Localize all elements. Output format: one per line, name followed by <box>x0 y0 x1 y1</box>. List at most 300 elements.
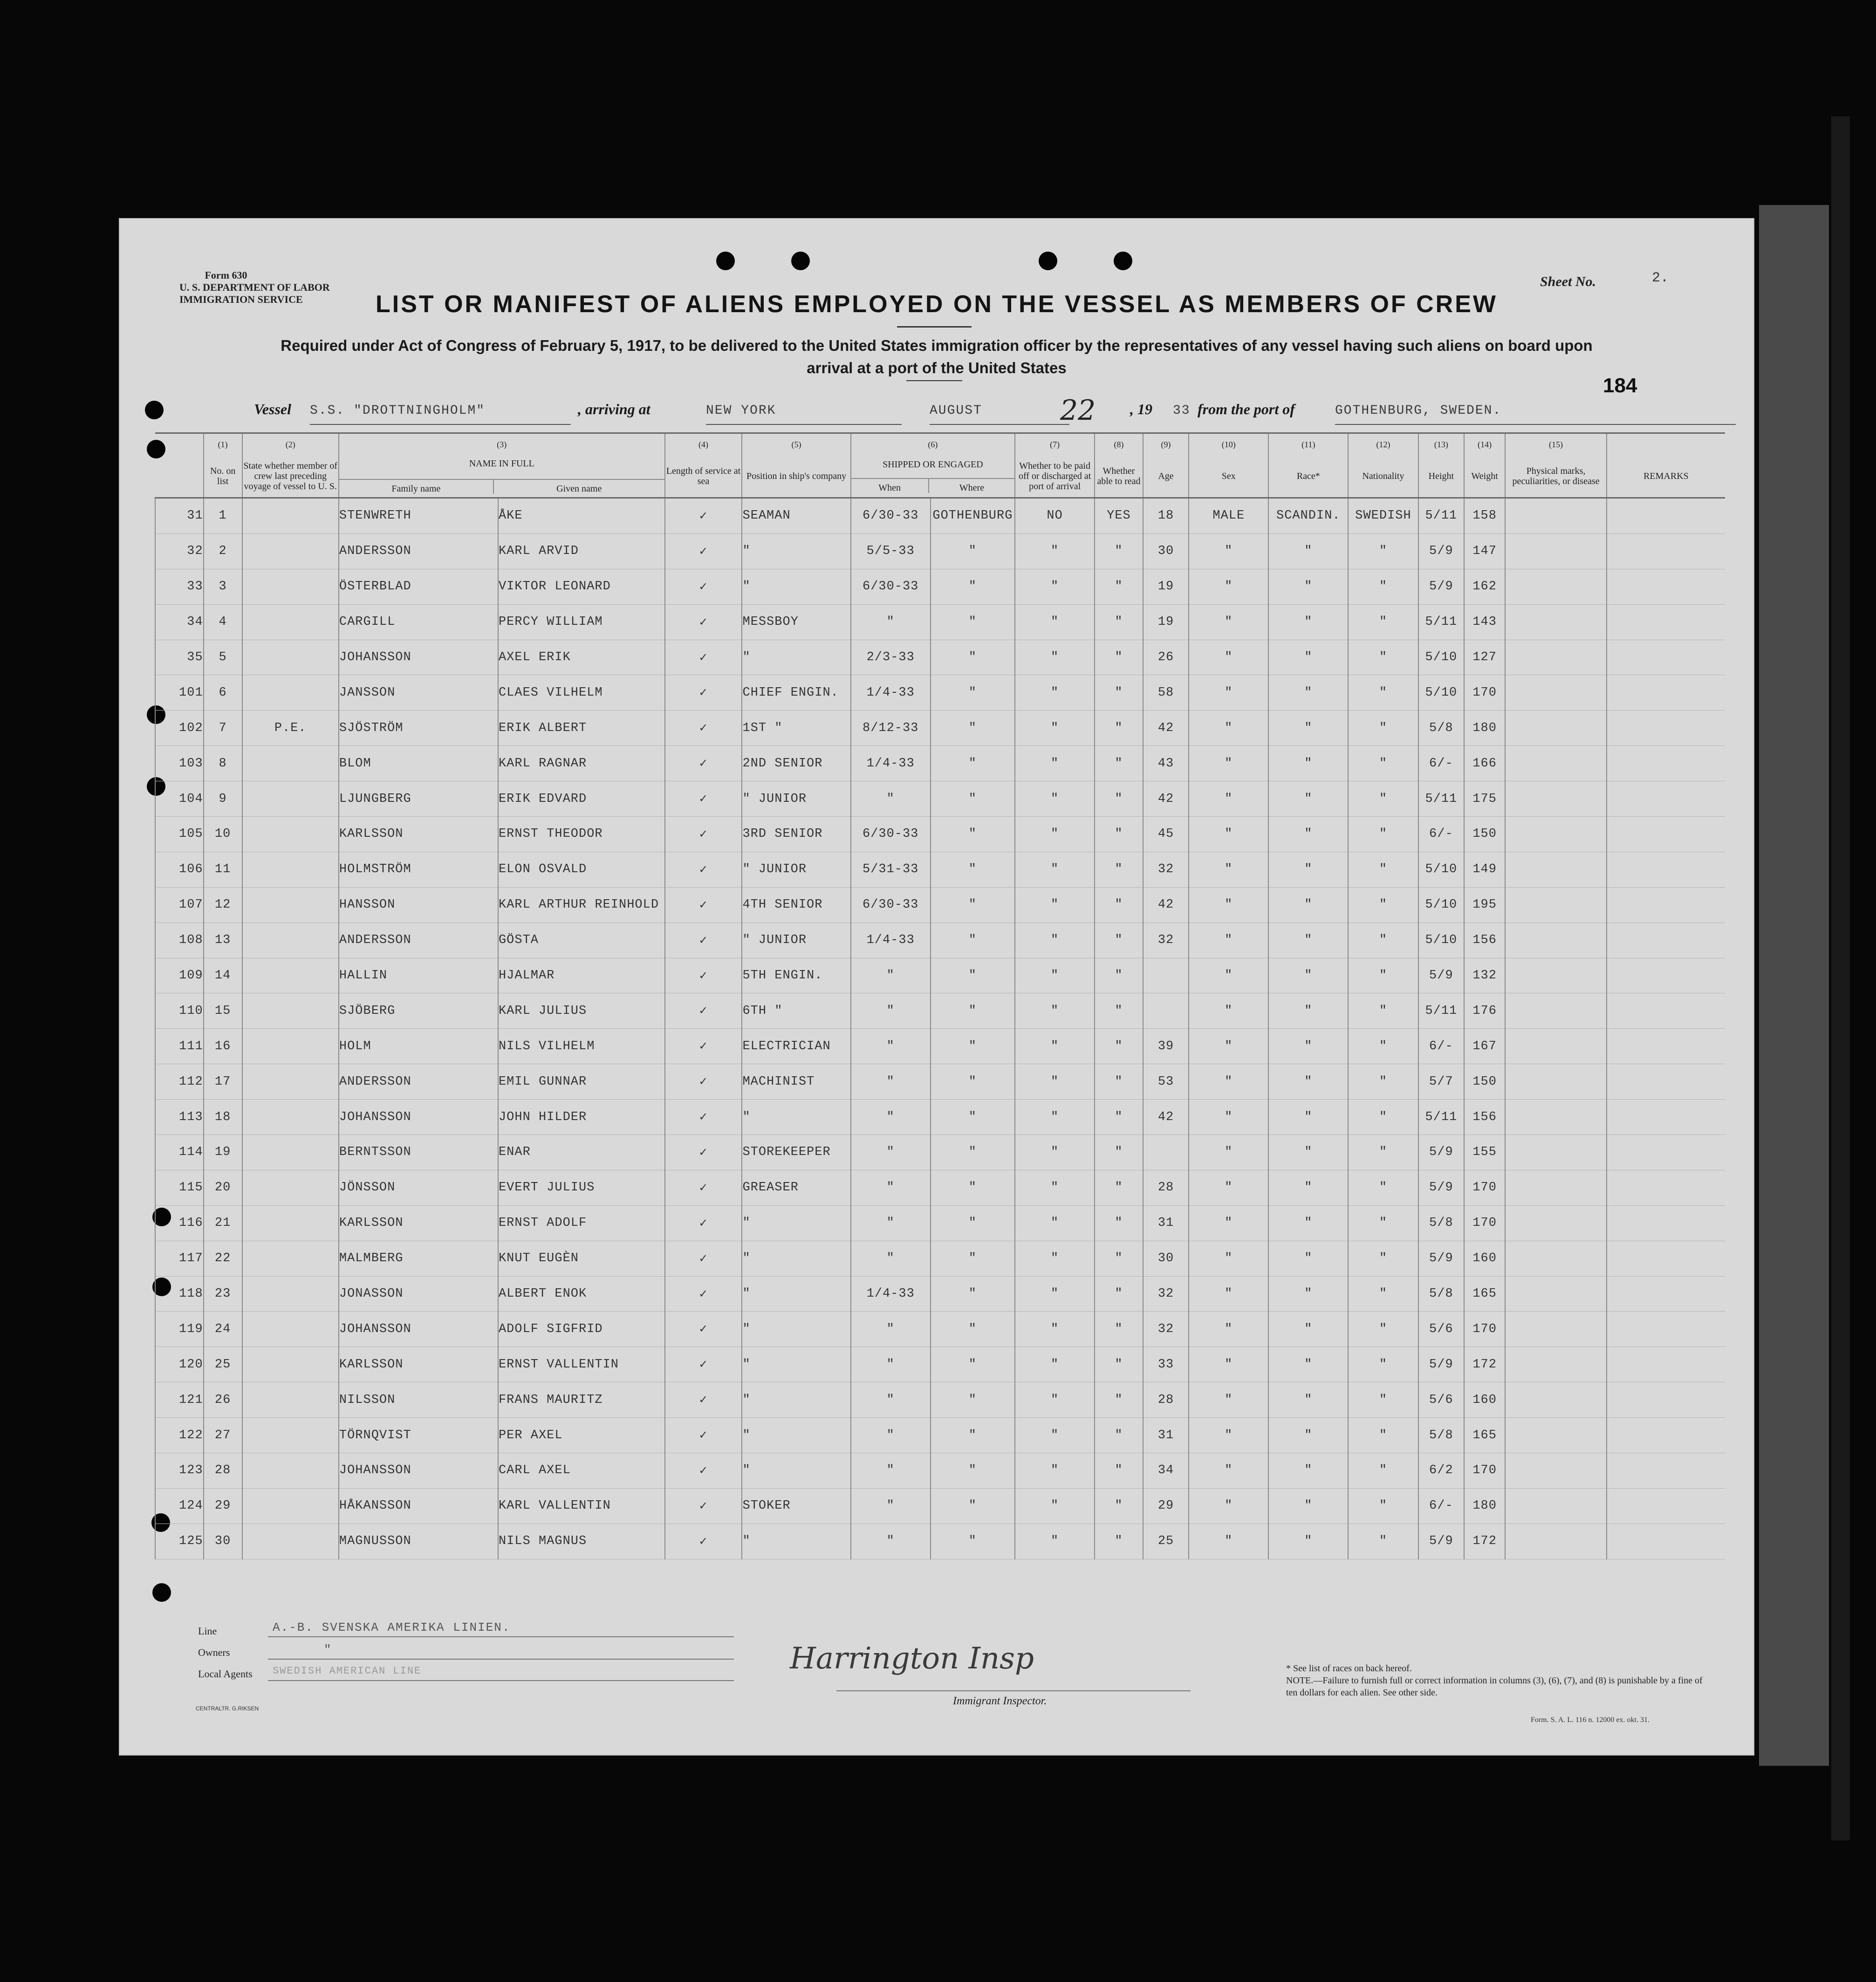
previous-voyage-cell <box>242 852 339 887</box>
sex-cell: " <box>1189 1382 1268 1418</box>
shipped-when-cell: 1/4-33 <box>851 675 931 711</box>
position-cell: GREASER <box>742 1170 850 1205</box>
line-number-cell: 104 <box>155 781 204 817</box>
table-row <box>155 675 1725 711</box>
shipped-where-cell: " <box>931 711 1015 746</box>
line-number-cell: 109 <box>155 958 204 993</box>
remarks-cell <box>1607 1276 1725 1312</box>
column-number-row <box>155 433 1725 456</box>
height-cell: 5/9 <box>1418 1241 1464 1276</box>
height-cell: 5/11 <box>1418 1100 1464 1135</box>
position-cell: 3RD SENIOR <box>742 817 850 852</box>
document-title: LIST OR MANIFEST OF ALIENS EMPLOYED ON THE VESSEL AS MEMBERS OF CREW <box>376 291 1498 318</box>
given-name-cell: ÅKE <box>498 498 665 534</box>
age-cell <box>1143 1135 1189 1170</box>
given-name-cell: ADOLF SIGFRID <box>498 1312 665 1347</box>
service-check-cell: ✓ <box>665 781 742 817</box>
weight-cell: 170 <box>1464 1312 1505 1347</box>
col-previous-voyage-header: State whether member of crew last preceding voyage of vessel to U. S. <box>242 455 339 498</box>
nationality-cell: " <box>1348 604 1418 640</box>
shipped-where-cell: " <box>931 1312 1015 1347</box>
family-name-cell: JONASSON <box>339 1276 498 1312</box>
vessel-name: S.S. "DROTTNINGHOLM" <box>310 403 571 425</box>
weight-cell: 150 <box>1464 817 1505 852</box>
given-name-cell: ERNST VALLENTIN <box>498 1347 665 1382</box>
sex-cell: " <box>1189 1524 1268 1559</box>
position-cell: " <box>742 1205 850 1241</box>
sex-cell: " <box>1189 1135 1268 1170</box>
list-number-cell: 29 <box>204 1488 242 1524</box>
weight-cell: 147 <box>1464 533 1505 569</box>
shipped-where-cell: " <box>931 1170 1015 1205</box>
list-number-cell: 9 <box>204 781 242 817</box>
weight-cell: 180 <box>1464 711 1505 746</box>
sex-cell: " <box>1189 746 1268 781</box>
remarks-cell <box>1607 711 1725 746</box>
table-row <box>155 746 1725 781</box>
paid-off-cell: " <box>1015 1135 1095 1170</box>
list-number-cell: 16 <box>204 1029 242 1064</box>
line-number-cell: 114 <box>155 1135 204 1170</box>
given-name-cell: FRANS MAURITZ <box>498 1382 665 1418</box>
given-name-cell: ERIK EDVARD <box>498 781 665 817</box>
shipped-where-cell: " <box>931 1064 1015 1100</box>
paid-off-cell: " <box>1015 1382 1095 1418</box>
given-name-cell: NILS VILHELM <box>498 1029 665 1064</box>
age-cell: 30 <box>1143 533 1189 569</box>
line-number-cell: 34 <box>155 604 204 640</box>
race-cell: " <box>1268 569 1348 604</box>
race-cell: SCANDIN. <box>1268 498 1348 534</box>
races-note: * See list of races on back hereof. <box>1286 1663 1412 1674</box>
list-number-cell: 21 <box>204 1205 242 1241</box>
nationality-cell: " <box>1348 746 1418 781</box>
sex-cell: " <box>1189 1312 1268 1347</box>
given-name-cell: CLAES VILHELM <box>498 675 665 711</box>
position-cell: " <box>742 569 850 604</box>
previous-voyage-cell <box>242 746 339 781</box>
arrival-year: 33 <box>1173 403 1191 418</box>
race-cell: " <box>1268 1453 1348 1489</box>
weight-cell: 162 <box>1464 569 1505 604</box>
service-check-cell: ✓ <box>665 1170 742 1205</box>
list-number-cell: 28 <box>204 1453 242 1489</box>
sex-cell: " <box>1189 711 1268 746</box>
given-name-cell: KARL VALLENTIN <box>498 1488 665 1524</box>
physical-marks-cell <box>1505 1453 1607 1489</box>
previous-voyage-cell <box>242 817 339 852</box>
position-cell: ELECTRICIAN <box>742 1029 850 1064</box>
nationality-cell: " <box>1348 1347 1418 1382</box>
shipped-where-cell: " <box>931 1453 1015 1489</box>
given-name-cell: KNUT EUGÈN <box>498 1241 665 1276</box>
col-15-number: (15) <box>1505 433 1607 456</box>
shipped-where-cell: " <box>931 781 1015 817</box>
col-3-number: (3) <box>339 433 665 456</box>
paid-off-cell: " <box>1015 923 1095 958</box>
nationality-cell: " <box>1348 1488 1418 1524</box>
previous-voyage-cell <box>242 569 339 604</box>
family-name-cell: ÖSTERBLAD <box>339 569 498 604</box>
shipped-when-cell: 6/30-33 <box>851 887 931 923</box>
given-name-cell: KARL JULIUS <box>498 993 665 1029</box>
shipped-when-cell: " <box>851 604 931 640</box>
paid-off-cell: " <box>1015 604 1095 640</box>
physical-marks-cell <box>1505 852 1607 887</box>
sex-cell: " <box>1189 993 1268 1029</box>
line-number-cell: 122 <box>155 1418 204 1453</box>
department-name: U. S. DEPARTMENT OF LABOR <box>179 281 330 293</box>
remarks-cell <box>1607 569 1725 604</box>
age-cell: 29 <box>1143 1488 1189 1524</box>
shipped-where-cell: " <box>931 1029 1015 1064</box>
nationality-cell: " <box>1348 569 1418 604</box>
line-number-cell: 118 <box>155 1276 204 1312</box>
height-cell: 6/- <box>1418 1029 1464 1064</box>
list-number-cell: 19 <box>204 1135 242 1170</box>
family-name-cell: HOLM <box>339 1029 498 1064</box>
table-row <box>155 1276 1725 1312</box>
physical-marks-cell <box>1505 533 1607 569</box>
previous-voyage-cell <box>242 1276 339 1312</box>
height-cell: 5/9 <box>1418 958 1464 993</box>
position-cell: " <box>742 1418 850 1453</box>
nationality-cell: " <box>1348 1418 1418 1453</box>
service-check-cell: ✓ <box>665 887 742 923</box>
race-cell: " <box>1268 604 1348 640</box>
position-cell: MACHINIST <box>742 1064 850 1100</box>
service-check-cell: ✓ <box>665 569 742 604</box>
paid-off-cell: " <box>1015 1524 1095 1559</box>
previous-voyage-cell <box>242 1312 339 1347</box>
shipped-where-cell: " <box>931 993 1015 1029</box>
table-row <box>155 1488 1725 1524</box>
height-cell: 5/8 <box>1418 1418 1464 1453</box>
given-name-cell: ENAR <box>498 1135 665 1170</box>
nationality-cell: " <box>1348 1100 1418 1135</box>
paid-off-cell: " <box>1015 640 1095 675</box>
age-cell: 53 <box>1143 1064 1189 1100</box>
nationality-cell: " <box>1348 852 1418 887</box>
when-header: When <box>878 483 901 493</box>
race-cell: " <box>1268 1347 1348 1382</box>
previous-voyage-cell <box>242 958 339 993</box>
nationality-cell: " <box>1348 1453 1418 1489</box>
owners-label: Owners <box>198 1647 230 1658</box>
list-number-cell: 30 <box>204 1524 242 1559</box>
line-number-cell: 120 <box>155 1347 204 1382</box>
given-name-cell: JOHN HILDER <box>498 1100 665 1135</box>
col-physical-marks-header: Physical marks, peculiarities, or disease <box>1505 455 1607 498</box>
position-cell: " <box>742 1100 850 1135</box>
weight-cell: 155 <box>1464 1135 1505 1170</box>
vessel-label: Vessel <box>254 401 291 417</box>
service-check-cell: ✓ <box>665 993 742 1029</box>
paid-off-cell: " <box>1015 958 1095 993</box>
owners-value: " <box>324 1643 332 1657</box>
height-cell: 5/10 <box>1418 887 1464 923</box>
service-check-cell: ✓ <box>665 1064 742 1100</box>
paid-off-cell: " <box>1015 1276 1095 1312</box>
family-name-cell: KARLSSON <box>339 1205 498 1241</box>
local-agents-value: SWEDISH AMERICAN LINE <box>273 1665 422 1677</box>
list-number-cell: 1 <box>204 498 242 534</box>
height-cell: 5/9 <box>1418 1524 1464 1559</box>
family-name-cell: HOLMSTRÖM <box>339 852 498 887</box>
remarks-cell <box>1607 852 1725 887</box>
shipped-where-cell: " <box>931 1241 1015 1276</box>
list-number-cell: 2 <box>204 533 242 569</box>
list-number-cell: 20 <box>204 1170 242 1205</box>
table-row <box>155 958 1725 993</box>
race-cell: " <box>1268 993 1348 1029</box>
position-cell: SEAMAN <box>742 498 850 534</box>
position-cell: " <box>742 1241 850 1276</box>
nationality-cell: " <box>1348 1029 1418 1064</box>
age-cell: 43 <box>1143 746 1189 781</box>
list-number-cell: 27 <box>204 1418 242 1453</box>
nationality-cell: " <box>1348 675 1418 711</box>
table-row <box>155 993 1725 1029</box>
family-name-cell: ANDERSSON <box>339 1064 498 1100</box>
shipped-where-cell: " <box>931 1524 1015 1559</box>
sex-cell: " <box>1189 533 1268 569</box>
remarks-cell <box>1607 1029 1725 1064</box>
able-to-read-cell: " <box>1095 1488 1143 1524</box>
list-number-cell: 12 <box>204 887 242 923</box>
remarks-cell <box>1607 1100 1725 1135</box>
previous-voyage-cell <box>242 923 339 958</box>
able-to-read-cell: " <box>1095 1382 1143 1418</box>
height-cell: 6/- <box>1418 1488 1464 1524</box>
paid-off-cell: " <box>1015 993 1095 1029</box>
shipped-where-cell: " <box>931 958 1015 993</box>
shipped-where-cell: " <box>931 923 1015 958</box>
shipped-when-cell: 2/3-33 <box>851 640 931 675</box>
sex-cell: " <box>1189 817 1268 852</box>
service-check-cell: ✓ <box>665 533 742 569</box>
previous-voyage-cell <box>242 640 339 675</box>
age-cell: 34 <box>1143 1453 1189 1489</box>
physical-marks-cell <box>1505 1100 1607 1135</box>
document-subtitle <box>189 335 1684 379</box>
given-name-header: Given name <box>493 480 664 494</box>
age-cell: 26 <box>1143 640 1189 675</box>
list-number-cell: 17 <box>204 1064 242 1100</box>
position-cell: " JUNIOR <box>742 852 850 887</box>
paid-off-cell: " <box>1015 533 1095 569</box>
position-cell: MESSBOY <box>742 604 850 640</box>
physical-marks-cell <box>1505 1241 1607 1276</box>
position-cell: STOKER <box>742 1488 850 1524</box>
nationality-cell: " <box>1348 1276 1418 1312</box>
able-to-read-cell: " <box>1095 1312 1143 1347</box>
nationality-cell: " <box>1348 533 1418 569</box>
physical-marks-cell <box>1505 1312 1607 1347</box>
list-number-cell: 11 <box>204 852 242 887</box>
family-name-cell: JOHANSSON <box>339 1100 498 1135</box>
sex-cell: " <box>1189 640 1268 675</box>
line-number-cell: 101 <box>155 675 204 711</box>
col-5-number: (5) <box>742 433 850 456</box>
col-8-number: (8) <box>1095 433 1143 456</box>
nationality-cell: " <box>1348 781 1418 817</box>
shipped-or-engaged-label: SHIPPED OR ENGAGED <box>883 459 983 470</box>
race-cell: " <box>1268 1029 1348 1064</box>
position-cell: " <box>742 533 850 569</box>
race-cell: " <box>1268 746 1348 781</box>
height-cell: 5/11 <box>1418 498 1464 534</box>
shipped-when-cell: " <box>851 1100 931 1135</box>
line-number-cell: 125 <box>155 1524 204 1559</box>
nationality-cell: " <box>1348 1241 1418 1276</box>
position-cell: " <box>742 1276 850 1312</box>
inspector-signature: Harrington Insp <box>790 1641 1034 1676</box>
given-name-cell: ERIK ALBERT <box>498 711 665 746</box>
shipped-when-cell: " <box>851 1524 931 1559</box>
table-row <box>155 1205 1725 1241</box>
age-cell: 42 <box>1143 1100 1189 1135</box>
remarks-cell <box>1607 675 1725 711</box>
printer-mark: CENTRALTR. G.RIKSEN <box>196 1705 259 1712</box>
paid-off-cell: " <box>1015 711 1095 746</box>
able-to-read-cell: " <box>1095 604 1143 640</box>
physical-marks-cell <box>1505 498 1607 534</box>
sex-cell: " <box>1189 1205 1268 1241</box>
family-name-cell: NILSSON <box>339 1382 498 1418</box>
race-cell: " <box>1268 1100 1348 1135</box>
able-to-read-cell: " <box>1095 958 1143 993</box>
shipped-where-cell: " <box>931 1100 1015 1135</box>
physical-marks-cell <box>1505 887 1607 923</box>
nationality-cell: " <box>1348 1205 1418 1241</box>
nationality-cell: " <box>1348 1064 1418 1100</box>
shipped-when-cell: 1/4-33 <box>851 923 931 958</box>
shipped-when-cell: " <box>851 993 931 1029</box>
film-border-right <box>1831 116 1850 1840</box>
remarks-cell <box>1607 498 1725 534</box>
shipped-when-cell: 5/31-33 <box>851 852 931 887</box>
height-cell: 5/8 <box>1418 711 1464 746</box>
height-cell: 5/9 <box>1418 569 1464 604</box>
able-to-read-cell: " <box>1095 1170 1143 1205</box>
shipped-where-cell: " <box>931 1347 1015 1382</box>
nationality-cell: " <box>1348 711 1418 746</box>
col-no-on-list-header: No. on list <box>204 455 242 498</box>
given-name-cell: GÖSTA <box>498 923 665 958</box>
able-to-read-cell: " <box>1095 852 1143 887</box>
physical-marks-cell <box>1505 569 1607 604</box>
family-name-cell: KARLSSON <box>339 1347 498 1382</box>
position-cell: 6TH " <box>742 993 850 1029</box>
line-number-cell: 115 <box>155 1170 204 1205</box>
paid-off-cell: " <box>1015 1241 1095 1276</box>
service-check-cell: ✓ <box>665 1488 742 1524</box>
family-name-cell: STENWRETH <box>339 498 498 534</box>
shipped-where-cell: " <box>931 1135 1015 1170</box>
height-cell: 5/9 <box>1418 1347 1464 1382</box>
remarks-cell <box>1607 1312 1725 1347</box>
given-name-cell: VIKTOR LEONARD <box>498 569 665 604</box>
table-row <box>155 781 1725 817</box>
weight-cell: 149 <box>1464 852 1505 887</box>
service-check-cell: ✓ <box>665 1276 742 1312</box>
age-cell: 42 <box>1143 887 1189 923</box>
weight-cell: 180 <box>1464 1488 1505 1524</box>
table-row <box>155 1029 1725 1064</box>
shipped-where-cell: " <box>931 1418 1015 1453</box>
able-to-read-cell: " <box>1095 817 1143 852</box>
family-name-cell: JOHANSSON <box>339 1312 498 1347</box>
physical-marks-cell <box>1505 1205 1607 1241</box>
table-row <box>155 923 1725 958</box>
shipped-where-cell: " <box>931 817 1015 852</box>
col-age-header: Age <box>1143 455 1189 498</box>
position-cell: STOREKEEPER <box>742 1135 850 1170</box>
physical-marks-cell <box>1505 993 1607 1029</box>
shipped-where-cell: " <box>931 569 1015 604</box>
position-cell: " <box>742 1312 850 1347</box>
race-cell: " <box>1268 817 1348 852</box>
col-2-number: (2) <box>242 433 339 456</box>
race-cell: " <box>1268 675 1348 711</box>
list-number-cell: 15 <box>204 993 242 1029</box>
weight-cell: 170 <box>1464 1170 1505 1205</box>
age-cell: 31 <box>1143 1418 1189 1453</box>
table-row <box>155 533 1725 569</box>
height-cell: 5/10 <box>1418 640 1464 675</box>
family-name-cell: JÖNSSON <box>339 1170 498 1205</box>
service-check-cell: ✓ <box>665 1312 742 1347</box>
remarks-cell <box>1607 1347 1725 1382</box>
height-cell: 5/9 <box>1418 1170 1464 1205</box>
race-cell: " <box>1268 1524 1348 1559</box>
paid-off-cell: " <box>1015 675 1095 711</box>
col-weight-header: Weight <box>1464 455 1505 498</box>
list-number-cell: 18 <box>204 1100 242 1135</box>
age-cell: 32 <box>1143 852 1189 887</box>
age-cell: 32 <box>1143 923 1189 958</box>
paid-off-cell: " <box>1015 569 1095 604</box>
list-number-cell: 26 <box>204 1382 242 1418</box>
paid-off-cell: " <box>1015 1488 1095 1524</box>
shipped-where-cell: " <box>931 533 1015 569</box>
physical-marks-cell <box>1505 958 1607 993</box>
sex-cell: " <box>1189 781 1268 817</box>
position-cell: 1ST " <box>742 711 850 746</box>
sex-cell: " <box>1189 1276 1268 1312</box>
remarks-cell <box>1607 1418 1725 1453</box>
race-cell: " <box>1268 1205 1348 1241</box>
list-number-cell: 22 <box>204 1241 242 1276</box>
sex-cell: " <box>1189 1100 1268 1135</box>
weight-cell: 195 <box>1464 887 1505 923</box>
table-row <box>155 1135 1725 1170</box>
service-check-cell: ✓ <box>665 640 742 675</box>
previous-voyage-cell <box>242 1524 339 1559</box>
departure-port: GOTHENBURG, SWEDEN. <box>1335 403 1736 425</box>
previous-voyage-cell <box>242 675 339 711</box>
physical-marks-cell <box>1505 711 1607 746</box>
weight-cell: 172 <box>1464 1524 1505 1559</box>
height-cell: 6/- <box>1418 746 1464 781</box>
family-name-cell: TÖRNQVIST <box>339 1418 498 1453</box>
position-cell: " <box>742 1347 850 1382</box>
subtitle-rule <box>906 380 962 381</box>
punch-hole <box>791 252 810 270</box>
given-name-cell: ALBERT ENOK <box>498 1276 665 1312</box>
penalty-note: NOTE.—Failure to furnish full or correct information in columns (3), (6), (7), and (8) is punishable by a fine of ten dollars for each alien. See other side. <box>1286 1675 1703 1698</box>
